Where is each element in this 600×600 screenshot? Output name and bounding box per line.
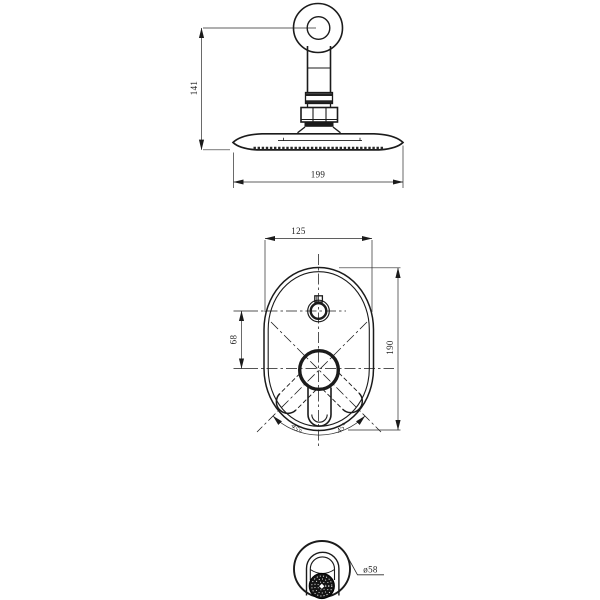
dim-handle-offset-label: 68: [228, 334, 239, 345]
dim-width-label: 199: [310, 169, 326, 180]
phantom-lever-right: [323, 373, 368, 418]
spout-front-edge: [310, 570, 334, 574]
dim-plate-width-label: 125: [291, 225, 306, 236]
spout-view: [294, 541, 384, 599]
dim-height-label: 141: [189, 80, 199, 96]
shower-head-view: [189, 4, 403, 189]
dim-width-199: [234, 146, 404, 189]
arm-hex-nut: [298, 108, 341, 133]
mixer-valve-view: [229, 226, 401, 448]
swing-left-label: 45°: [289, 421, 304, 436]
aerator: [309, 573, 334, 598]
lever-handle: [308, 388, 331, 427]
dim-plate-height-label: 190: [385, 340, 395, 355]
swing-right-label: 45°: [334, 421, 349, 436]
arm-collar: [306, 93, 333, 108]
phantom-centerline-right: [271, 322, 381, 432]
dim-diameter-label: ø58: [363, 564, 378, 575]
handle-base-ring: [300, 351, 339, 390]
